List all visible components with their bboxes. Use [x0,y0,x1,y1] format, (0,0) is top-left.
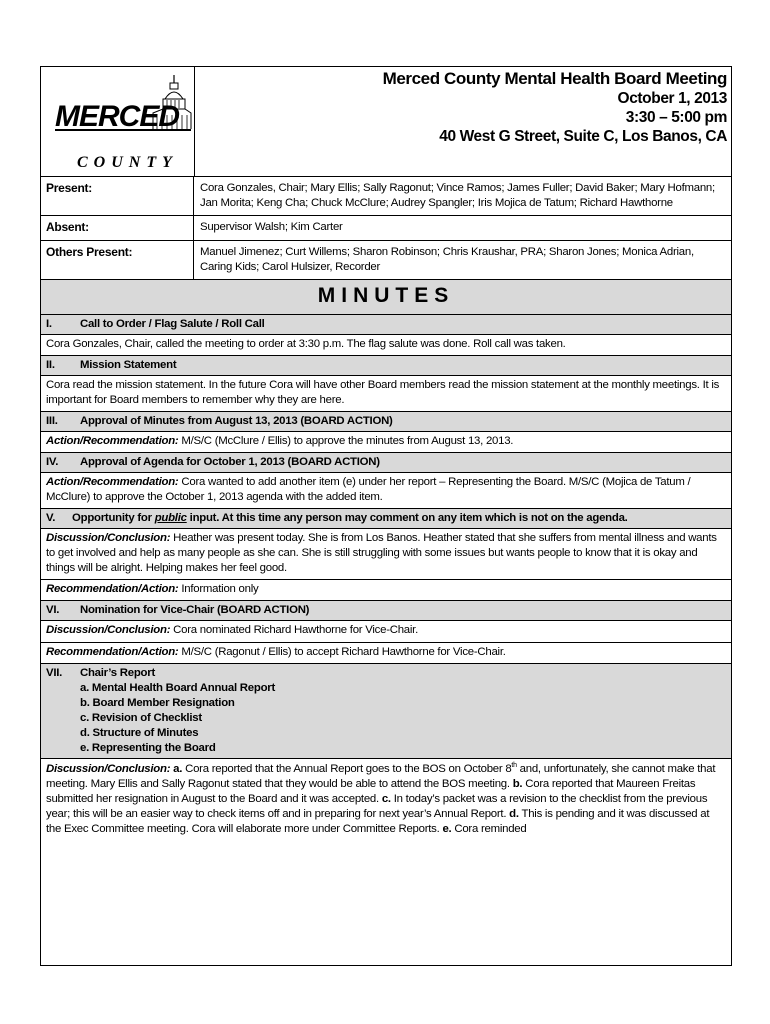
meeting-location: 40 West G Street, Suite C, Los Banos, CA [439,127,727,145]
meeting-date: October 1, 2013 [617,89,727,107]
section-3-body [41,432,731,453]
section-title: Mission Statement [80,358,177,371]
recommendation-text: Information only [178,583,259,596]
section-number: V. [46,512,56,525]
recommendation-label: Recommendation/Action: [46,645,179,658]
present-row [41,177,731,216]
section-7-header [41,664,731,759]
section-number: IV. [46,456,59,469]
absent-label: Absent: [41,216,194,240]
present-label: Present: [41,177,194,215]
section-5-header [41,509,731,529]
section-5-recommendation [41,580,731,601]
chair-report-item: e. Representing the Board [80,741,216,754]
meeting-time: 3:30 – 5:00 pm [625,108,727,126]
section-title: Opportunity for [72,512,155,525]
county-courthouse-logo-icon [41,67,194,176]
section-number: II. [46,358,55,371]
section-6-header [41,601,731,621]
absent-list: Supervisor Walsh; Kim Carter [200,221,343,234]
section-number: VI. [46,604,60,617]
section-2-body: Cora read the mission statement. In the future Cora will have other Board members read the mission statement at the monthly meetings. It is important for Board members to remember why they are here. [41,376,731,412]
action-label: Action/Recommendation: [46,435,179,448]
ordinal-suffix: th [511,761,517,769]
present-list: Cora Gonzales, Chair; Mary Ellis; Sally Ragonut; Vince Ramos; James Fuller; David Baker; Mary Hofmann; Jan Morita; Keng Cha; Chuck McClure; Audrey Spangler; Iris Mojica de Tatum; Richard Hawthorne [200,182,715,210]
action-text: M/S/C (McClure / Ellis) to approve the minutes from August 13, 2013. [178,435,514,448]
item-a-text-cont: and, unfortunately, she cannot make that meeting. Mary Ellis and Sally Ragonut stated that they would be able to attend the BOS meeting. [46,762,716,790]
minutes-document [40,66,732,966]
absent-row [41,216,731,241]
chair-report-item: a. Mental Health Board Annual Report [80,681,275,694]
section-5-discussion [41,529,731,580]
item-c-label: c. [381,792,391,805]
merced-county-logo [41,67,195,176]
discussion-text: Heather was present today. She is from Los Banos. Heather stated that she suffers from mental illness and wants to get involved and help as many people as she can. She is still struggling with some issues but wants people to know that it is okay and things will be alright. Helping makes her feel good. [46,532,717,575]
logo-county-text: COUNTY [77,154,178,171]
meeting-info [195,67,731,176]
section-1-body: Cora Gonzales, Chair, called the meeting to order at 3:30 p.m. The flag salute was done. Roll call was taken. [41,335,731,356]
item-b-label: b. [512,777,523,790]
discussion-label: Discussion/Conclusion: [46,532,171,545]
section-4-header [41,453,731,473]
action-label: Action/Recommendation: [46,476,179,489]
recommendation-text: M/S/C (Ragonut / Ellis) to accept Richard Hawthorne for Vice-Chair. [178,645,506,658]
section-title: Nomination for Vice-Chair (BOARD ACTION) [80,604,310,617]
item-e-label: e. [442,822,452,835]
discussion-text: Cora nominated Richard Hawthorne for Vice-Chair. [170,624,418,637]
discussion-label: Discussion/Conclusion: [46,624,171,637]
meeting-title: Merced County Mental Health Board Meeting [382,69,727,88]
chair-report-item: c. Revision of Checklist [80,711,202,724]
others-present-row [41,241,731,280]
others-present-label: Others Present: [41,241,194,279]
recommendation-label: Recommendation/Action: [46,583,179,596]
minutes-heading: MINUTES [41,280,731,315]
item-d-text: This is pending and it was discussed at the Exec Committee meeting. Cora will elaborate more under Committee Reports. [46,807,710,835]
others-present-list: Manuel Jimenez; Curt Willems; Sharon Robinson; Chris Kraushar, PRA; Sharon Jones; Monica Adrian, Caring Kids; Carol Hulsizer, Recorder [200,245,694,273]
section-number: VII. [46,666,63,679]
discussion-label: Discussion/Conclusion: [46,762,171,775]
item-a-text: Cora reported that the Annual Report goes to the BOS on October 8 [182,762,512,775]
section-title: Approval of Minutes from August 13, 2013 (BOARD ACTION) [80,414,393,427]
section-6-recommendation [41,643,731,664]
section-title: Chair’s Report [80,666,155,679]
section-title: Call to Order / Flag Salute / Roll Call [80,317,265,330]
section-3-header [41,412,731,432]
chair-report-item: b. Board Member Resignation [80,696,235,709]
section-7-discussion [41,759,731,840]
section-6-discussion [41,621,731,642]
chair-report-item: d. Structure of Minutes [80,726,199,739]
item-d-label: d. [509,807,519,820]
action-text: Cora wanted to add another item (e) under her report – Representing the Board. M/S/C (Mojica de Tatum / McClure) to approve the October 1, 2013 agenda with the added item. [46,476,691,504]
section-number: III. [46,414,58,427]
section-title-rest: input. At this time any person may comment on any item which is not on the agenda. [186,512,628,525]
section-1-header [41,315,731,335]
document-header [41,67,731,177]
item-a-label: a. [173,762,183,775]
section-title-emphasis: public [154,512,187,525]
item-c-text: In today’s packet was a revision to the checklist from the previous year; this will be an easier way to check items off and in preparing for next year’s Annual Report. [46,792,708,820]
logo-wordmark: MERCED [55,100,180,133]
section-number: I. [46,317,52,330]
section-title: Approval of Agenda for October 1, 2013 (BOARD ACTION) [80,456,380,469]
item-e-text: Cora reminded [451,822,527,835]
section-4-body [41,473,731,509]
section-2-header [41,356,731,376]
item-b-text: Cora reported that Maureen Freitas submitted her resignation in August to the Board and it was accepted. [46,777,696,805]
